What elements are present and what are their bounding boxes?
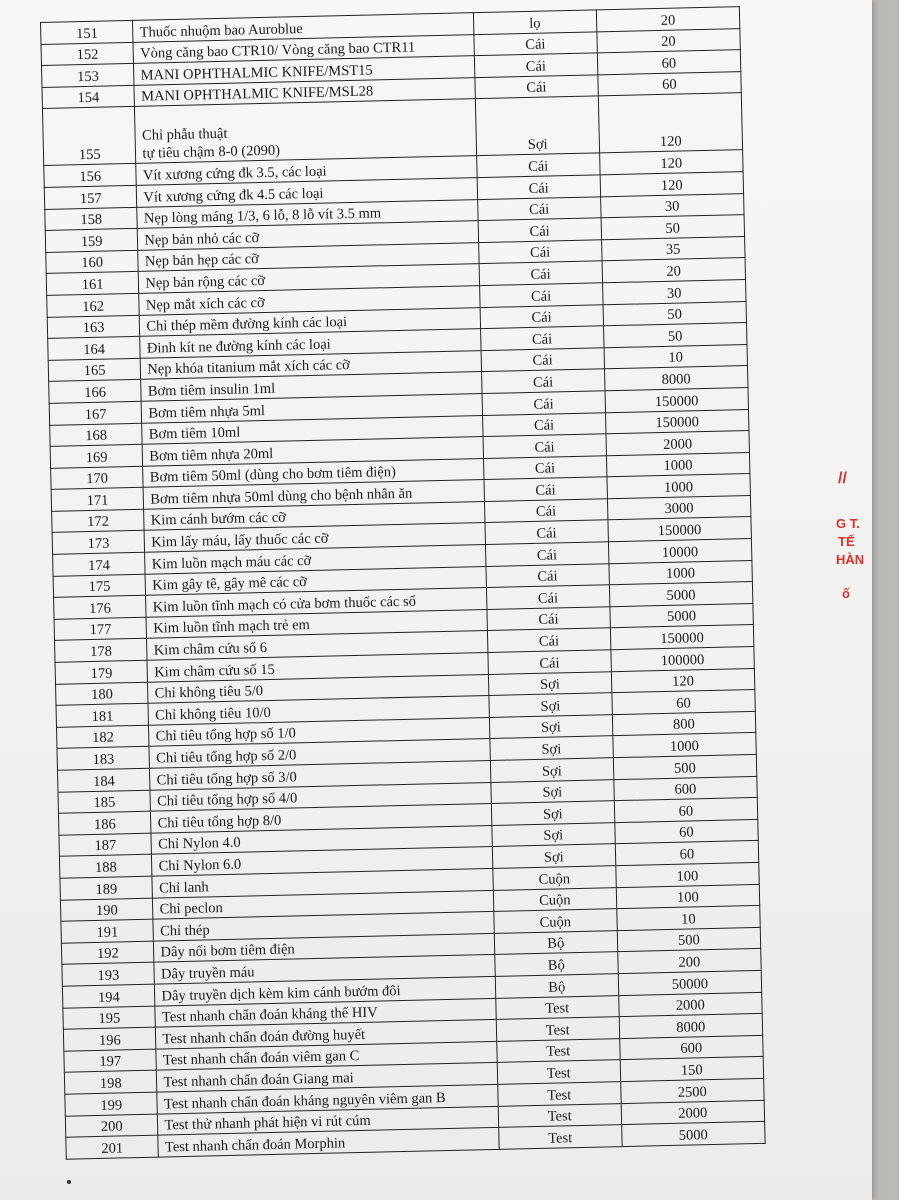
item-quantity: 100	[616, 862, 760, 887]
item-unit: Bộ	[495, 952, 618, 976]
item-quantity: 2000	[606, 431, 750, 456]
item-name: Bơm tiêm insulin 1ml	[141, 372, 482, 401]
row-number: 165	[48, 358, 141, 382]
item-unit: Cuộn	[493, 887, 616, 911]
row-number: 175	[53, 574, 146, 598]
row-number: 163	[47, 315, 140, 339]
item-quantity: 150000	[610, 625, 754, 650]
item-quantity: 8000	[619, 1013, 763, 1038]
item-name: Kim luồn tĩnh mạch trẻ em	[146, 609, 487, 638]
item-unit: Cái	[480, 304, 603, 328]
item-unit: Cái	[488, 650, 611, 674]
row-number: 176	[54, 595, 147, 619]
item-name: MANI OPHTHALMIC KNIFE/MSL28	[134, 77, 475, 106]
item-name: Test nhanh chẩn đoán viêm gan C	[156, 1041, 497, 1070]
row-number: 155	[42, 107, 136, 166]
item-name: Bơm tiêm nhựa 50ml dùng cho bệnh nhân ăn	[144, 480, 485, 509]
item-quantity: 2000	[618, 992, 762, 1017]
row-number: 158	[45, 207, 138, 231]
item-quantity: 8000	[604, 366, 748, 391]
item-quantity: 5000	[609, 582, 753, 607]
item-quantity: 150000	[608, 517, 752, 542]
item-quantity: 100	[616, 884, 760, 909]
row-number: 200	[65, 1114, 158, 1138]
stamp-text-1: G T.	[836, 516, 860, 531]
item-unit: Cái	[487, 607, 610, 631]
item-quantity: 50	[603, 323, 747, 348]
row-number: 187	[59, 833, 152, 857]
row-number: 157	[44, 185, 137, 209]
item-unit: Sợi	[490, 736, 613, 760]
item-unit: Cái	[484, 499, 607, 523]
supplies-table-body	[41, 7, 766, 1159]
item-name: Dây nối bơm tiêm điện	[154, 933, 495, 962]
item-quantity: 10000	[608, 539, 752, 564]
item-name: Nẹp bản hẹp các cỡ	[138, 242, 479, 271]
item-quantity: 500	[617, 927, 761, 952]
item-name: Nẹp khóa titanium mắt xích các cỡ	[141, 350, 482, 379]
item-name: Chỉ tiêu tổng hợp số 1/0	[149, 717, 490, 746]
item-name: Kim gây tê, gây mê các cỡ	[146, 566, 487, 595]
item-name: Test nhanh chẩn đoán Morphin	[158, 1127, 499, 1156]
row-number: 168	[50, 423, 143, 447]
item-unit: Test	[496, 995, 619, 1019]
row-number: 185	[58, 790, 151, 814]
item-quantity: 150000	[605, 387, 749, 412]
item-unit: Cái	[477, 175, 600, 199]
item-quantity: 20	[602, 258, 746, 283]
item-quantity: 10	[616, 906, 760, 931]
row-number: 174	[53, 552, 146, 576]
row-number: 201	[66, 1135, 159, 1159]
item-name: Nẹp lòng máng 1/3, 6 lỗ, 8 lỗ vít 3.5 mm	[137, 199, 478, 228]
stamp-text-3: HÀN	[836, 552, 865, 567]
item-quantity: 20	[596, 7, 740, 32]
item-unit: Cái	[482, 412, 605, 436]
item-quantity: 100000	[611, 646, 755, 671]
item-quantity: 600	[619, 1035, 763, 1060]
row-number: 198	[64, 1070, 157, 1094]
item-name: Kim luồn mạch máu các cỡ	[145, 545, 486, 574]
row-number: 194	[62, 984, 155, 1008]
row-number: 156	[44, 164, 137, 188]
row-number: 188	[59, 855, 152, 879]
item-unit: Test	[498, 1082, 621, 1106]
row-number: 178	[55, 639, 148, 663]
item-name: Nẹp bản nhỏ các cỡ	[138, 221, 479, 250]
item-name: Chỉ tiêu tổng hợp số 3/0	[150, 760, 491, 789]
item-quantity: 10	[604, 344, 748, 369]
item-name: Kim lấy máu, lấy thuốc các cỡ	[145, 523, 486, 552]
item-name: Chỉ không tiêu 5/0	[148, 674, 489, 703]
item-quantity: 1000	[609, 560, 753, 585]
item-unit: Cái	[480, 326, 603, 350]
item-name: Chỉ Nylon 6.0	[152, 847, 493, 876]
item-name: Chỉ thép mềm đường kính các loại	[140, 307, 481, 336]
item-name: Chỉ không tiêu 10/0	[148, 696, 489, 725]
item-unit: Cuộn	[494, 909, 617, 933]
row-number: 166	[49, 380, 142, 404]
item-name: Chỉ Nylon 4.0	[151, 825, 492, 854]
item-unit: Cái	[474, 53, 597, 77]
item-name: Nẹp bản rộng các cỡ	[139, 264, 480, 293]
row-number: 152	[41, 42, 134, 66]
row-number: 192	[61, 941, 154, 965]
row-number: 161	[46, 272, 139, 296]
item-unit: Test	[498, 1125, 621, 1149]
item-name: Vít xương cứng đk 4.5 các loại	[137, 178, 478, 207]
item-unit: Cái	[477, 196, 600, 220]
item-unit: Cái	[481, 348, 604, 372]
item-quantity: 120	[598, 93, 743, 153]
row-number: 199	[65, 1092, 158, 1116]
item-quantity: 120	[600, 172, 744, 197]
row-number: 154	[42, 85, 135, 109]
row-number: 196	[63, 1027, 156, 1051]
item-quantity: 1000	[613, 733, 757, 758]
item-unit: Sợi	[489, 715, 612, 739]
item-name: Test nhanh chẩn đoán đường huyết	[156, 1020, 497, 1049]
item-name: Test nhanh chẩn đoán Giang mai	[157, 1063, 498, 1092]
item-unit: Cái	[483, 455, 606, 479]
row-number: 151	[41, 20, 134, 44]
row-number: 167	[49, 401, 142, 425]
item-unit: Cái	[482, 391, 605, 415]
item-unit: Cái	[483, 434, 606, 458]
row-number: 180	[56, 682, 149, 706]
item-name: Kim luồn tĩnh mạch có cửa bơm thuốc các số	[146, 588, 487, 617]
item-unit: Sợi	[491, 801, 614, 825]
row-number: 182	[57, 725, 150, 749]
item-unit: Cái	[474, 31, 597, 55]
item-quantity: 30	[602, 279, 746, 304]
row-number: 164	[48, 336, 141, 360]
row-number: 186	[58, 811, 151, 835]
row-number: 193	[62, 962, 155, 986]
item-unit: Cái	[484, 477, 607, 501]
item-unit: Cái	[485, 520, 608, 544]
item-name: Kim châm cứu số 6	[147, 631, 488, 660]
item-name: Chỉ thép	[153, 912, 494, 941]
item-name: Nẹp mắt xích các cỡ	[139, 286, 480, 315]
item-quantity: 5000	[610, 603, 754, 628]
item-name: Đinh kít ne đường kính các loại	[140, 329, 481, 358]
item-name: Bơm tiêm 50ml (dùng cho bơm tiêm điện)	[143, 458, 484, 487]
page-speck	[67, 1180, 71, 1184]
item-unit: Cái	[486, 585, 609, 609]
item-quantity: 120	[611, 668, 755, 693]
item-unit: Bộ	[495, 974, 618, 998]
row-number: 177	[54, 617, 147, 641]
item-name: Dây truyền máu	[154, 955, 495, 984]
item-unit: Cái	[486, 563, 609, 587]
row-number: 171	[51, 488, 144, 512]
item-name: Bơm tiêm nhựa 5ml	[142, 393, 483, 422]
item-quantity: 2500	[620, 1078, 764, 1103]
item-name: Kim châm cứu số 15	[147, 653, 488, 682]
item-unit: Cái	[485, 542, 608, 566]
stamp-text-4: ố	[842, 586, 850, 601]
item-unit: Cái	[481, 369, 604, 393]
item-quantity: 120	[599, 150, 743, 175]
item-name: Test nhanh chẩn đoán kháng nguyên viêm gan B	[157, 1084, 498, 1113]
item-unit: Sợi	[475, 96, 599, 156]
item-quantity: 30	[600, 193, 744, 218]
item-quantity: 150000	[605, 409, 749, 434]
red-stamp-fragment	[832, 470, 872, 630]
item-unit: Cái	[479, 283, 602, 307]
item-quantity: 60	[615, 819, 759, 844]
item-quantity: 5000	[621, 1121, 765, 1146]
item-quantity: 50000	[618, 970, 762, 995]
item-name: Kim cánh bướm các cỡ	[144, 501, 485, 530]
row-number: 190	[60, 898, 153, 922]
row-number: 184	[57, 768, 150, 792]
row-number: 179	[55, 660, 148, 684]
row-number: 189	[60, 876, 153, 900]
row-number: 172	[52, 509, 145, 533]
item-name: MANI OPHTHALMIC KNIFE/MST15	[134, 56, 475, 85]
item-unit: Sợi	[492, 822, 615, 846]
item-name: Test thử nhanh phát hiện vi rút cúm	[158, 1106, 499, 1135]
item-quantity: 3000	[607, 495, 751, 520]
item-quantity: 60	[612, 690, 756, 715]
item-name: Bơm tiêm 10ml	[142, 415, 483, 444]
item-quantity: 60	[615, 841, 759, 866]
row-number: 181	[56, 703, 149, 727]
item-quantity: 200	[617, 949, 761, 974]
row-number: 173	[52, 531, 145, 555]
row-number: 159	[45, 228, 138, 252]
item-name: Thuốc nhuộm bao Auroblue	[133, 13, 474, 42]
item-name: Chỉ tiêu tổng hợp số 2/0	[149, 739, 490, 768]
item-quantity: 600	[614, 776, 758, 801]
item-unit: Sợi	[489, 693, 612, 717]
item-unit: Sợi	[491, 779, 614, 803]
item-quantity: 60	[597, 50, 741, 75]
item-unit: Cuộn	[493, 866, 616, 890]
item-quantity: 500	[613, 754, 757, 779]
item-name: Chỉ lanh	[152, 868, 493, 897]
item-name: Vòng căng bao CTR10/ Vòng căng bao CTR11	[133, 34, 474, 63]
item-unit: Cái	[475, 75, 598, 99]
stamp-mark: //	[838, 470, 847, 487]
item-unit: Test	[497, 1060, 620, 1084]
item-unit: Bộ	[494, 930, 617, 954]
item-unit: Cái	[478, 218, 601, 242]
row-number: 183	[57, 747, 150, 771]
stamp-text-2: TẾ	[838, 534, 855, 549]
item-name: Test nhanh chẩn đoán kháng thể HIV	[155, 998, 496, 1027]
item-unit: Test	[498, 1103, 621, 1127]
item-name: Chỉ tiêu tổng hợp 8/0	[151, 804, 492, 833]
item-unit: Cái	[476, 153, 599, 177]
item-unit: Sợi	[488, 671, 611, 695]
item-quantity: 800	[612, 711, 756, 736]
row-number: 160	[46, 250, 139, 274]
item-unit: Test	[496, 1017, 619, 1041]
item-quantity: 20	[597, 28, 741, 53]
row-number: 195	[63, 1006, 156, 1030]
item-quantity: 1000	[606, 452, 750, 477]
row-number: 153	[41, 64, 134, 88]
row-number: 162	[47, 293, 140, 317]
row-number: 197	[64, 1049, 157, 1073]
item-unit: lọ	[473, 10, 596, 34]
item-quantity: 50	[601, 215, 745, 240]
item-quantity: 150	[620, 1057, 764, 1082]
item-quantity: 1000	[607, 474, 751, 499]
item-quantity: 60	[598, 71, 742, 96]
item-unit: Cái	[478, 240, 601, 264]
item-quantity: 50	[603, 301, 747, 326]
item-unit: Cái	[487, 628, 610, 652]
item-unit: Sợi	[490, 758, 613, 782]
item-quantity: 60	[614, 798, 758, 823]
item-name: Bơm tiêm nhựa 20ml	[143, 437, 484, 466]
row-number: 170	[51, 466, 144, 490]
item-unit: Test	[497, 1038, 620, 1062]
row-number: 191	[61, 919, 154, 943]
item-unit: Sợi	[492, 844, 615, 868]
item-quantity: 2000	[621, 1100, 765, 1125]
item-name: Dây truyền dịch kèm kim cánh bướm đôi	[155, 976, 496, 1005]
item-name: Chỉ tiêu tổng hợp số 4/0	[150, 782, 491, 811]
item-unit: Cái	[479, 261, 602, 285]
supplies-table	[40, 6, 766, 1159]
item-name: Chỉ phẫu thuật tự tiêu chậm 8-0 (2090)	[135, 99, 477, 164]
item-name: Vít xương cứng đk 3.5, các loại	[136, 156, 477, 185]
item-name: Chỉ peclon	[153, 890, 494, 919]
item-quantity: 35	[601, 236, 745, 261]
row-number: 169	[50, 444, 143, 468]
